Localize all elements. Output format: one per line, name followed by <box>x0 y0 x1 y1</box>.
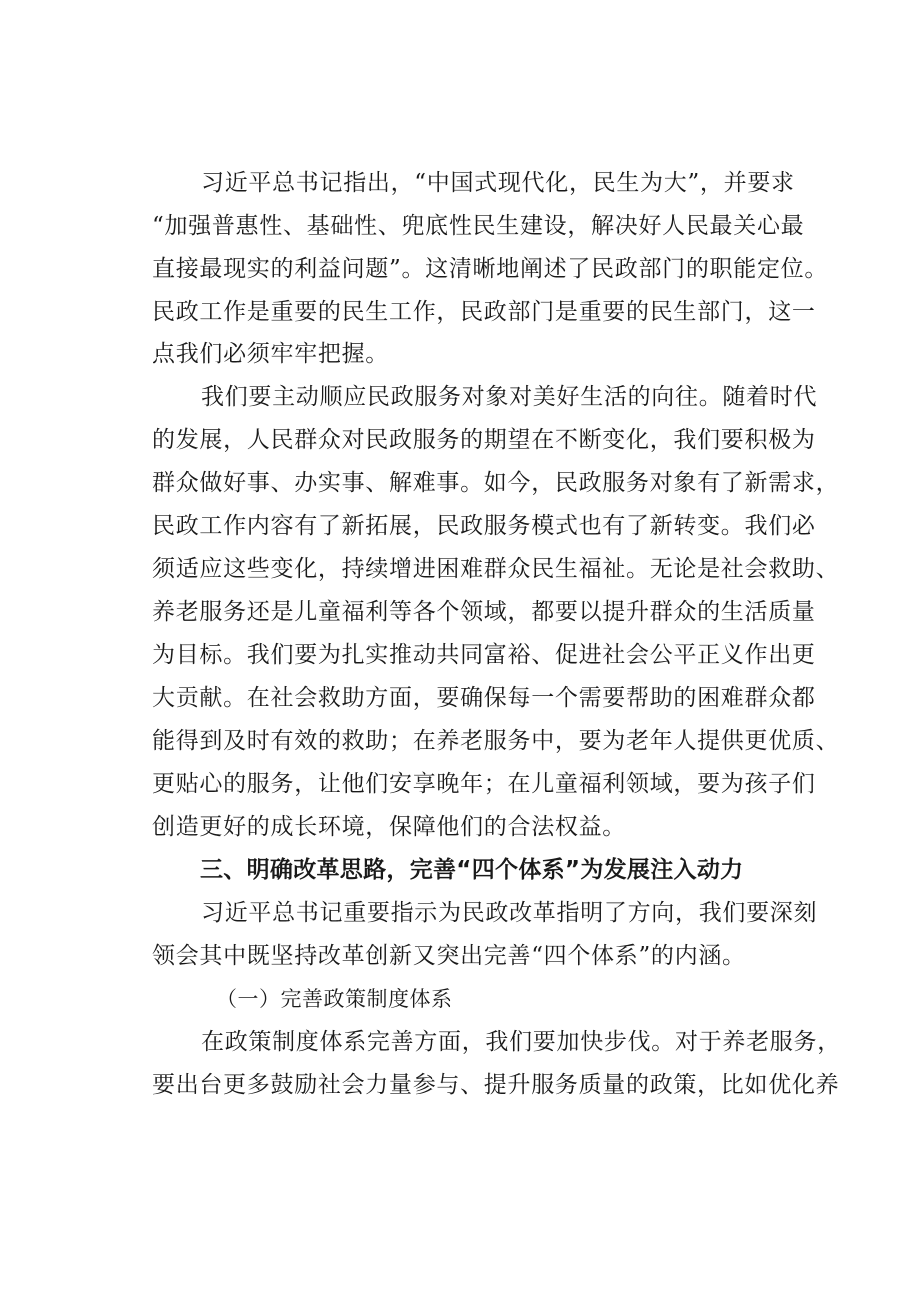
paragraph-2-line-11: 创造更好的成长环境，保障他们的合法权益。 <box>152 814 626 840</box>
final-paragraph-line-1: 在政策制度体系完善方面，我们要加快步伐。对于养老服务， <box>201 1029 841 1055</box>
paragraph-2-line-5: 须适应这些变化，持续增进困难群众民生福祉。无论是社会救助、 <box>152 556 840 582</box>
subheading: （一）完善政策制度体系 <box>216 987 453 1011</box>
paragraph-2-line-6: 养老服务还是儿童福利等各个领域，都要以提升群众的生活质量 <box>152 599 816 625</box>
paragraph-2-line-10: 更贴心的服务，让他们安享晚年；在儿童福利领域，要为孩子们 <box>152 771 816 797</box>
paragraph-1-line-5: 点我们必须牢牢把握。 <box>152 341 389 367</box>
section-paragraph-line-1: 习近平总书记重要指示为民政改革指明了方向，我们要深刻 <box>201 900 818 926</box>
paragraph-1-line-2: “加强普惠性、基础性、兜底性民生建设，解决好人民最关心最 <box>152 213 805 239</box>
final-paragraph-line-2: 要出台更多鼓励社会力量参与、提升服务质量的政策，比如优化养 <box>152 1072 840 1098</box>
paragraph-2-line-7: 为目标。我们要为扎实推动共同富裕、促进社会公平正义作出更 <box>152 642 816 668</box>
section-heading: 三、明确改革思路，完善“四个体系”为发展注入动力 <box>200 857 744 883</box>
paragraph-2-line-4: 民政工作内容有了新拓展，民政服务模式也有了新转变。我们必 <box>152 513 816 539</box>
paragraph-2-line-3: 群众做好事、办实事、解难事。如今，民政服务对象有了新需求， <box>152 470 840 496</box>
paragraph-2-line-9: 能得到及时有效的救助；在养老服务中，要为老年人提供更优质、 <box>152 728 840 754</box>
paragraph-1-line-1: 习近平总书记指出，“中国式现代化，民生为大”，并要求 <box>201 170 795 196</box>
paragraph-1-line-3: 直接最现实的利益问题”。这清晰地阐述了民政部门的职能定位。 <box>152 256 829 282</box>
paragraph-2-line-8: 大贡献。在社会救助方面，要确保每一个需要帮助的困难群众都 <box>152 685 816 711</box>
paragraph-2-line-2: 的发展，人民群众对民政服务的期望在不断变化，我们要积极为 <box>152 427 816 453</box>
section-paragraph-line-2: 领会其中既坚持改革创新又突出完善“四个体系”的内涵。 <box>152 943 746 969</box>
paragraph-1-line-4: 民政工作是重要的民生工作，民政部门是重要的民生部门，这一 <box>152 299 816 325</box>
paragraph-2-line-1: 我们要主动顺应民政服务对象对美好生活的向往。随着时代 <box>201 384 818 410</box>
